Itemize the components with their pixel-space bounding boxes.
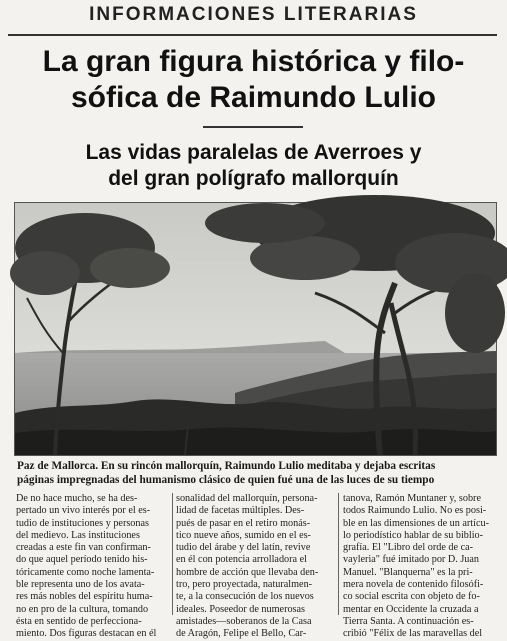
column-line: del medievo. Las instituciones <box>16 529 140 541</box>
column-line: ble representa uno de los avata- <box>16 579 145 591</box>
column-line: sonalidad del mallorquín, persona- <box>176 493 318 504</box>
column-line: ble en las dimensiones de un artícu- <box>343 517 489 529</box>
article-body <box>14 493 500 640</box>
headline <box>10 44 497 116</box>
column-line: ideales. Poseedor de numerosas <box>176 603 306 615</box>
column-line: pués de pasar en el retiro monás- <box>176 517 311 529</box>
column-line: mentar en Occidente la cruzada a <box>343 603 479 615</box>
column-line: De no hace mucho, se ha des- <box>16 493 138 504</box>
headline-line: La gran figura histórica y filo- <box>42 45 465 78</box>
column-line: te, a la consecución de los nuevos <box>176 591 314 603</box>
article-column-3 <box>343 493 495 640</box>
column-line: ésta en sentido de perfecciona- <box>16 615 142 627</box>
subheadline-line: del gran polígrafo mallorquín <box>108 167 399 190</box>
column-divider <box>172 493 173 615</box>
subheadline-line: Las vidas paralelas de Averroes y <box>85 141 422 164</box>
photo-caption <box>17 459 497 487</box>
section-title: INFORMACIONES LITERARIAS <box>89 4 418 25</box>
headline-divider <box>203 126 303 128</box>
column-line: res más nobles del espíritu huma- <box>16 591 153 603</box>
column-line: tro, pero proyectada, naturalmen- <box>176 579 313 591</box>
column-line: tudio del árabe y del latín, revive <box>176 542 311 554</box>
coastal-pine-photo <box>14 202 497 456</box>
column-line: tico nueve años, sumido en el es- <box>176 529 311 541</box>
column-line: tanova, Ramón Muntaner y, sobre <box>343 493 481 504</box>
article-column-1 <box>16 493 168 640</box>
column-line: co social escrita con objeto de fo- <box>343 591 480 603</box>
column-line: amistades—soberanos de la Casa <box>176 615 312 627</box>
section-rule <box>8 34 497 36</box>
column-line: lo periodístico hablar de su biblio- <box>343 529 484 541</box>
column-line: cribió "Félix de las maravellas del <box>343 628 483 640</box>
column-line: do que aquel período tenido his- <box>16 554 148 566</box>
column-line: no en pro de la cultura, tomando <box>16 603 149 615</box>
column-line: Manuel. "Blanquerna" es la pri- <box>343 566 473 578</box>
article-column-2 <box>176 493 328 640</box>
column-line: Tierra Santa. A continuación es- <box>343 615 474 627</box>
column-line: en él con potencia arrolladora el <box>176 554 307 566</box>
column-line: todos Raimundo Lulio. No es posi- <box>343 505 487 517</box>
column-line: pertado un vivo interés por el es- <box>16 505 151 517</box>
column-line: vayleria" fué imitado por D. Juan <box>343 554 479 566</box>
column-line: tudio de instituciones y personas <box>16 517 149 529</box>
caption-line: páginas impregnadas del humanismo clásico de quien fué una de las luces de su tiempo <box>17 474 435 486</box>
column-line: grafía. El "Libro del orde de ca- <box>343 542 474 554</box>
subheadline <box>10 140 497 192</box>
column-line: hombre de acción que llevaba den- <box>176 566 319 578</box>
column-line: de Aragón, Felipe el Bello, Car- <box>176 628 307 640</box>
column-divider <box>338 493 339 615</box>
column-line: creadas a este fin van confirman- <box>16 542 151 554</box>
caption-line: Paz de Mallorca. En su rincón mallorquín, Raimundo Lulio meditaba y dejaba escritas <box>17 460 436 472</box>
column-line: tóricamente como noche lamenta- <box>16 566 155 578</box>
headline-line: sófica de Raimundo Lulio <box>70 81 437 114</box>
column-line: mera novela de contenido filosófi- <box>343 579 484 591</box>
column-line: miento. Dos figuras destacan en él <box>16 628 157 640</box>
column-line: lidad de facetas múltiples. Des- <box>176 505 305 517</box>
